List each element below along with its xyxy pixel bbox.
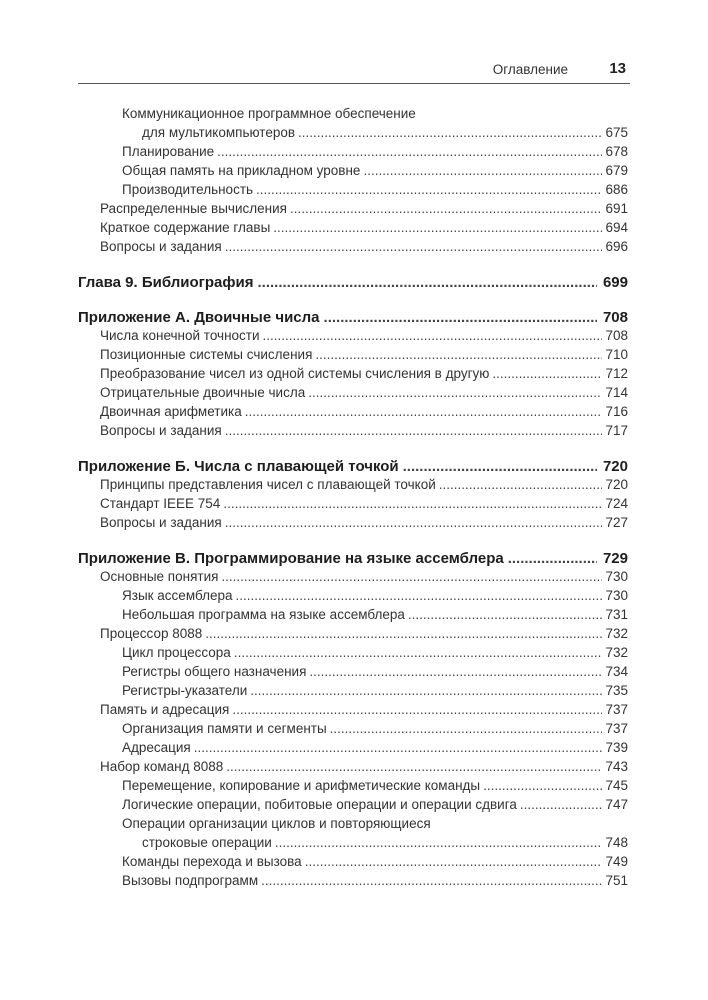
toc-entry-title: Приложение В. Программирование на языке ассемблера: [78, 550, 504, 567]
toc-section-entry: [78, 421, 628, 440]
toc-entry-title: Цикл процессора: [122, 645, 231, 660]
toc-entry-title: Позиционные системы счисления: [100, 347, 313, 362]
dot-leader: [225, 237, 603, 256]
toc-entry-page: 737: [605, 702, 628, 717]
toc-entry-page: 696: [605, 239, 628, 254]
toc-entry-title: Глава 9. Библиография: [78, 274, 254, 291]
toc-entry-line: [100, 237, 628, 256]
toc-subsection-entry: [78, 738, 628, 757]
toc-subsection-entry: [78, 605, 628, 624]
toc-entry-page: 751: [605, 873, 628, 888]
dot-leader: [324, 309, 597, 326]
toc-entry-title: Вопросы и задания: [100, 515, 222, 530]
toc-chapter-entry: [78, 544, 628, 567]
toc-entry-line: [122, 643, 628, 662]
dot-leader: [403, 458, 597, 475]
toc-entry-title: Приложение А. Двоичные числа: [78, 309, 320, 326]
toc-entry-line: [122, 586, 628, 605]
toc-entry-line: [100, 402, 628, 421]
toc-entry-line: [122, 738, 628, 757]
toc-entry-page: 686: [605, 182, 628, 197]
toc-entry-line: [122, 142, 628, 161]
toc-entry-title: Вопросы и задания: [100, 423, 222, 438]
toc-entry-line: [78, 303, 628, 326]
toc-entry-page: 675: [605, 125, 628, 140]
toc-entry-page: 732: [605, 645, 628, 660]
toc-entry-title: Распределенные вычисления: [100, 201, 287, 216]
toc-entry-page: 748: [605, 835, 628, 850]
toc-entry-line: [100, 700, 628, 719]
dot-leader: [363, 161, 602, 180]
toc-entry-page: 731: [605, 607, 628, 622]
toc-subsection-entry: [78, 871, 628, 890]
toc-entry-page: 724: [605, 496, 628, 511]
table-of-contents: [78, 104, 628, 890]
toc-section-entry: [78, 513, 628, 532]
toc-subsection-entry: [78, 719, 628, 738]
toc-entry-page: 730: [605, 588, 628, 603]
toc-entry-line: [122, 161, 628, 180]
toc-entry-line: [78, 268, 628, 291]
toc-entry-title: Организация памяти и сегменты: [122, 721, 327, 736]
toc-section-entry: [78, 475, 628, 494]
toc-section-entry: [78, 383, 628, 402]
toc-entry-title: Отрицательные двоичные числа: [100, 385, 306, 400]
dot-leader: [235, 586, 602, 605]
toc-entry-title: Логические операции, побитовые операции и операции сдвига: [122, 797, 517, 812]
dot-leader: [520, 795, 603, 814]
dot-leader: [508, 550, 597, 567]
toc-entry-line: [100, 218, 628, 237]
toc-section-entry: [78, 567, 628, 586]
toc-entry-line: [100, 475, 628, 494]
toc-entry-line: [78, 452, 628, 475]
dot-leader: [258, 274, 597, 291]
toc-entry-title-line1: Коммуникационное программное обеспечение: [122, 106, 416, 121]
toc-entry-title-line1: Операции организации циклов и повторяющиеся: [122, 816, 431, 831]
toc-section-entry: [78, 494, 628, 513]
toc-entry-line: [78, 544, 628, 567]
dot-leader: [273, 218, 602, 237]
toc-entry-title: для мультикомпьютеров: [142, 125, 296, 140]
dot-leader: [330, 719, 603, 738]
toc-section-entry: [78, 345, 628, 364]
header-title: Оглавление: [492, 62, 568, 77]
toc-entry-title: Приложение Б. Числа с плавающей точкой: [78, 458, 399, 475]
toc-entry-title: Числа конечной точности: [100, 328, 260, 343]
toc-entry-line: [100, 199, 628, 218]
toc-entry-line: [122, 871, 628, 890]
dot-leader: [232, 700, 602, 719]
toc-entry-page: 678: [605, 144, 628, 159]
toc-entry-line: [122, 719, 628, 738]
dot-leader: [217, 142, 602, 161]
toc-entry-title: Язык ассемблера: [122, 588, 233, 603]
toc-entry-page: 732: [605, 626, 628, 641]
dot-leader: [221, 567, 602, 586]
toc-entry-line: [100, 345, 628, 364]
dot-leader: [290, 199, 603, 218]
toc-entry-title: Память и адресация: [100, 702, 230, 717]
toc-entry-title: Принципы представления чисел с плавающей точкой: [100, 477, 436, 492]
toc-entry-page: 730: [605, 569, 628, 584]
toc-entry-line: [122, 605, 628, 624]
toc-entry-title: Процессор 8088: [100, 626, 203, 641]
toc-section-entry: [78, 757, 628, 776]
toc-entry-line: [122, 795, 628, 814]
toc-entry-title: Регистры общего назначения: [122, 664, 307, 679]
toc-entry-page: 710: [605, 347, 628, 362]
toc-entry-title: Небольшая программа на языке ассемблера: [122, 607, 405, 622]
dot-leader: [298, 123, 602, 142]
toc-entry-title: Производительность: [122, 182, 254, 197]
toc-entry-title: Стандарт IEEE 754: [100, 496, 221, 511]
toc-entry-title: Перемещение, копирование и арифметические команды: [122, 778, 481, 793]
toc-entry-page: 691: [605, 201, 628, 216]
toc-section-entry: [78, 326, 628, 345]
toc-entry-line: [122, 662, 628, 681]
toc-section-entry: [78, 624, 628, 643]
toc-entry-title: Регистры-указатели: [122, 683, 248, 698]
dot-leader: [309, 662, 602, 681]
toc-entry-page: 717: [605, 423, 628, 438]
toc-entry-line: [100, 624, 628, 643]
dot-leader: [483, 776, 602, 795]
toc-entry-line: [122, 180, 628, 199]
toc-subsection-entry: [78, 681, 628, 700]
toc-entry-page: 694: [605, 220, 628, 235]
toc-entry-line: [100, 494, 628, 513]
toc-entry-line: [100, 421, 628, 440]
dot-leader: [225, 513, 603, 532]
dot-leader: [315, 345, 602, 364]
toc-entry-page: 737: [605, 721, 628, 736]
toc-entry-line: [122, 681, 628, 700]
toc-subsection-entry: [78, 586, 628, 605]
toc-entry-page: 699: [602, 274, 628, 291]
toc-entry-page: 714: [605, 385, 628, 400]
dot-leader: [194, 738, 603, 757]
dot-leader: [263, 326, 603, 345]
dot-leader: [492, 364, 602, 383]
dot-leader: [305, 852, 603, 871]
toc-section-entry: [78, 218, 628, 237]
toc-chapter-entry: [78, 452, 628, 475]
toc-entry-title: Планирование: [122, 144, 215, 159]
toc-section-entry: [78, 199, 628, 218]
toc-entry-title: Преобразование чисел из одной системы счисления в другую: [100, 366, 490, 381]
toc-section-entry: [78, 402, 628, 421]
toc-subsection-entry: [78, 852, 628, 871]
toc-entry-page: 716: [605, 404, 628, 419]
toc-subsection-entry: [78, 795, 628, 814]
toc-entry-title: строковые операции: [142, 835, 272, 850]
toc-entry-title: Общая память на прикладном уровне: [122, 163, 361, 178]
toc-subsection-entry: [78, 814, 628, 852]
running-header: [78, 56, 630, 84]
toc-entry-title: Набор команд 8088: [100, 759, 224, 774]
toc-entry-line: [100, 364, 628, 383]
toc-subsection-entry: [78, 180, 628, 199]
toc-entry-page: 712: [605, 366, 628, 381]
toc-subsection-entry: [78, 142, 628, 161]
toc-subsection-entry: [78, 776, 628, 795]
toc-subsection-entry: [78, 643, 628, 662]
dot-leader: [245, 402, 603, 421]
toc-entry-title: Основные понятия: [100, 569, 219, 584]
toc-entry-page: 708: [605, 328, 628, 343]
toc-entry-page: 747: [605, 797, 628, 812]
toc-entry-page: 679: [605, 163, 628, 178]
toc-subsection-entry: [78, 161, 628, 180]
toc-entry-title: Адресация: [122, 740, 191, 755]
toc-entry-page: 743: [605, 759, 628, 774]
toc-entry-line: [100, 513, 628, 532]
toc-entry-page: 739: [605, 740, 628, 755]
toc-entry-line: [100, 326, 628, 345]
toc-section-entry: [78, 364, 628, 383]
toc-entry-line: [100, 383, 628, 402]
toc-subsection-entry: [78, 662, 628, 681]
toc-entry-page: 727: [605, 515, 628, 530]
header-page-number: 13: [609, 60, 626, 77]
dot-leader: [439, 475, 603, 494]
toc-entry-page: 720: [602, 458, 628, 475]
toc-entry-line: [100, 567, 628, 586]
dot-leader: [275, 833, 603, 852]
toc-entry-line: [122, 776, 628, 795]
dot-leader: [226, 757, 602, 776]
dot-leader: [234, 643, 603, 662]
dot-leader: [408, 605, 603, 624]
dot-leader: [308, 383, 602, 402]
toc-entry-line: [122, 833, 628, 852]
toc-entry-title: Двоичная арифметика: [100, 404, 242, 419]
toc-entry-page: 734: [605, 664, 628, 679]
dot-leader: [261, 871, 602, 890]
toc-entry-page: 720: [605, 477, 628, 492]
toc-entry-page: 708: [602, 309, 628, 326]
toc-entry-title: Краткое содержание главы: [100, 220, 271, 235]
toc-entry-line: [122, 852, 628, 871]
toc-entry-title: Вопросы и задания: [100, 239, 222, 254]
toc-chapter-entry: [78, 303, 628, 326]
toc-entry-page: 749: [605, 854, 628, 869]
toc-section-entry: [78, 700, 628, 719]
toc-entry-title: Вызовы подпрограмм: [122, 873, 259, 888]
toc-entry-line: [100, 757, 628, 776]
dot-leader: [205, 624, 602, 643]
toc-entry-line: [122, 123, 628, 142]
dot-leader: [256, 180, 602, 199]
toc-chapter-entry: [78, 268, 628, 291]
toc-entry-page: 729: [602, 550, 628, 567]
toc-entry-page: 745: [605, 778, 628, 793]
toc-entry-title: Команды перехода и вызова: [122, 854, 302, 869]
dot-leader: [250, 681, 602, 700]
header-rule: [78, 83, 630, 84]
toc-section-entry: [78, 237, 628, 256]
toc-subsection-entry: [78, 104, 628, 142]
toc-entry-page: 735: [605, 683, 628, 698]
dot-leader: [223, 494, 602, 513]
dot-leader: [225, 421, 603, 440]
